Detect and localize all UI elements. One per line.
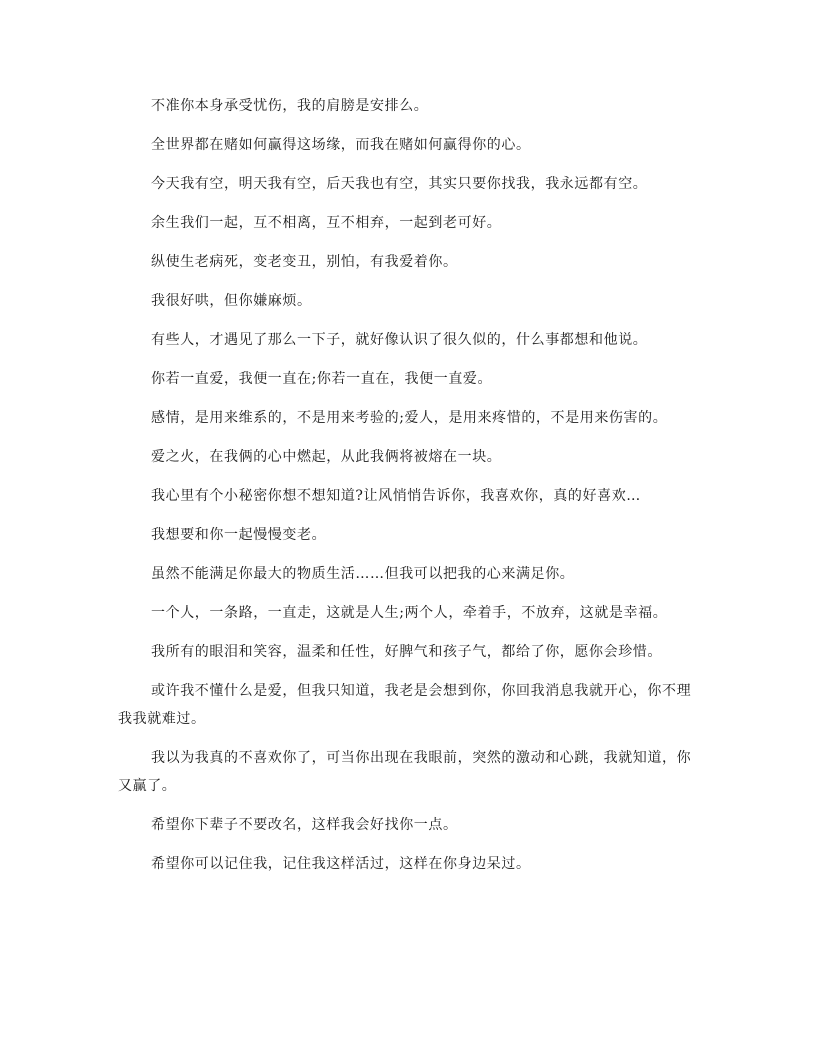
paragraph: 有些人，才遇见了那么一下子，就好像认识了很久似的，什么事都想和他说。	[151, 332, 648, 348]
paragraph: 一个人，一条路，一直走，这就是人生;两个人，牵着手，不放弃，这就是幸福。	[151, 605, 668, 621]
paragraph: 我想要和你一起慢慢变老。	[151, 527, 327, 543]
paragraph: 不准你本身承受忧伤，我的肩膀是安排么。	[151, 98, 429, 114]
paragraph: 希望你下辈子不要改名，这样我会好找你一点。	[151, 817, 458, 833]
paragraph: 全世界都在赌如何赢得这场缘，而我在赌如何赢得你的心。	[151, 137, 531, 153]
paragraph: 感情，是用来维系的，不是用来考验的;爱人，是用来疼惜的，不是用来伤害的。	[151, 410, 668, 426]
paragraph: 我心里有个小秘密你想不想知道?让风悄悄告诉你，我喜欢你，真的好喜欢…	[151, 488, 641, 504]
document-body	[118, 92, 702, 889]
paragraph: 我以为我真的不喜欢你了，可当你出现在我眼前，突然的激动和心跳，我就知道，你又赢了。	[118, 750, 692, 794]
paragraph: 余生我们一起，互不相离，互不相弃，一起到老可好。	[151, 215, 502, 231]
paragraph: 虽然不能满足你最大的物质生活……但我可以把我的心来满足你。	[151, 566, 575, 582]
paragraph: 你若一直爱，我便一直在;你若一直在，我便一直爱。	[151, 371, 493, 387]
paragraph: 或许我不懂什么是爱，但我只知道，我老是会想到你，你回我消息我就开心，你不理我我就难过。	[118, 683, 692, 727]
paragraph: 今天我有空，明天我有空，后天我也有空，其实只要你找我，我永远都有空。	[151, 176, 648, 192]
paragraph: 我很好哄，但你嫌麻烦。	[151, 293, 312, 309]
paragraph: 爱之火，在我俩的心中燃起，从此我俩将被熔在一块。	[151, 449, 502, 465]
paragraph: 我所有的眼泪和笑容，温柔和任性，好脾气和孩子气，都给了你，愿你会珍惜。	[151, 644, 662, 660]
paragraph: 希望你可以记住我，记住我这样活过，这样在你身边呆过。	[151, 856, 531, 872]
paragraph: 纵使生老病死，变老变丑，别怕，有我爱着你。	[151, 254, 458, 270]
